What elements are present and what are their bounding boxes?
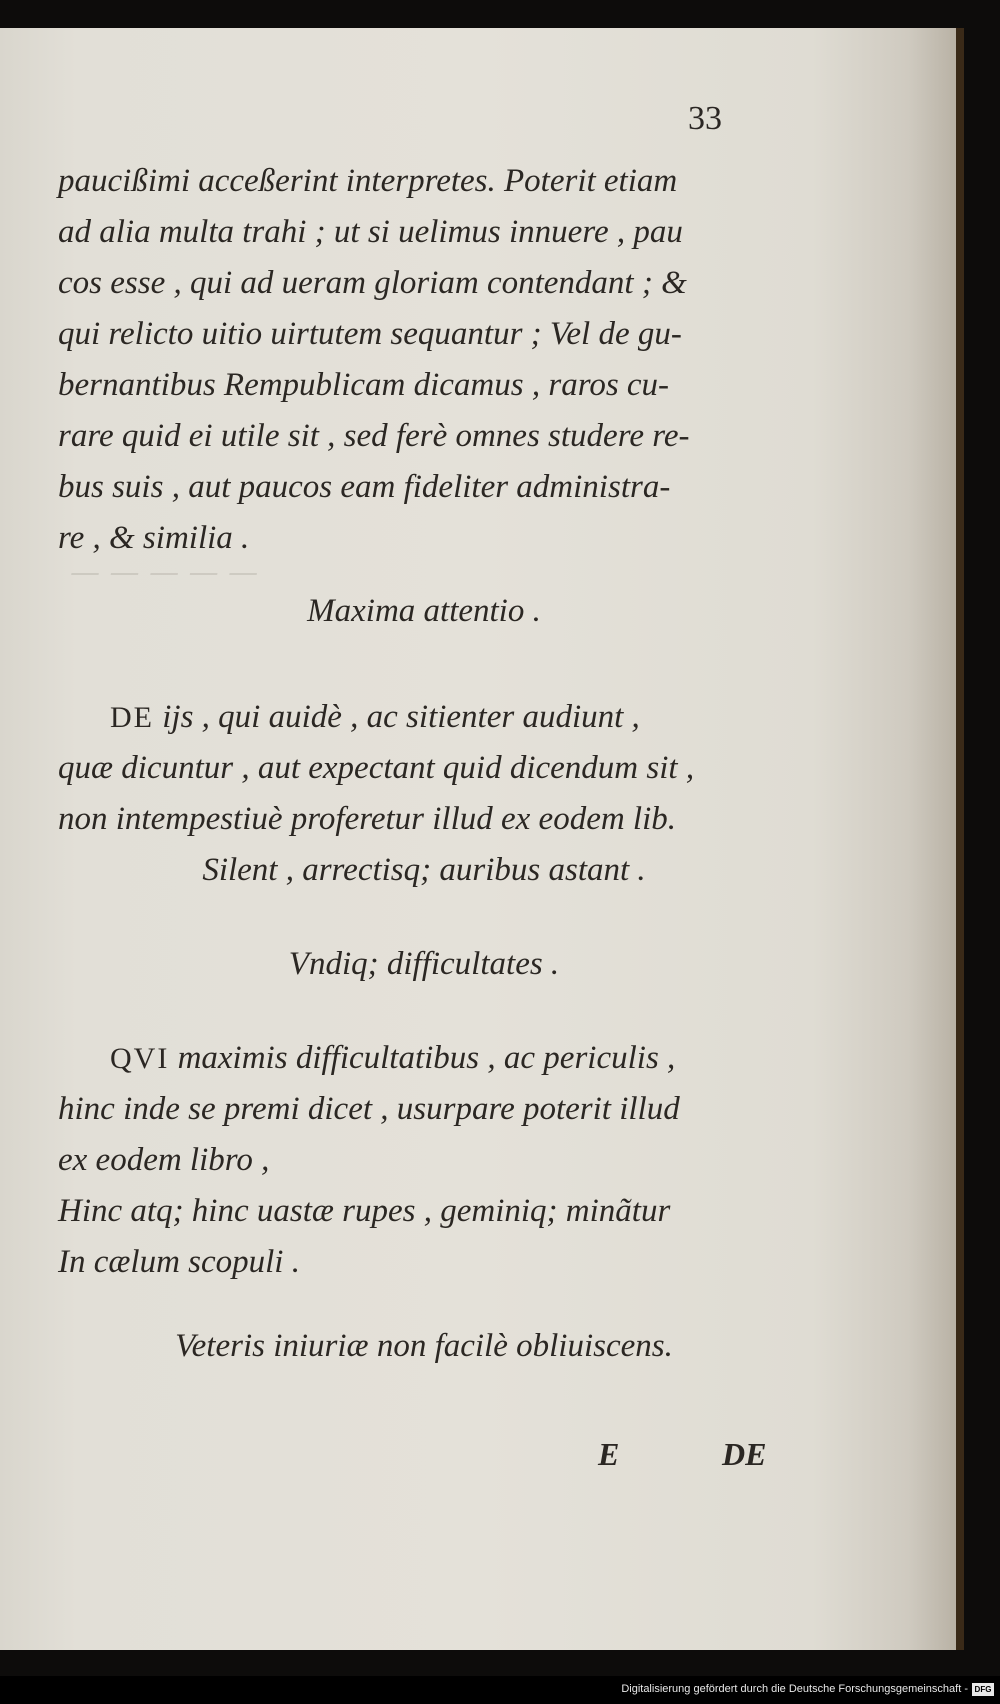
text-line: non intempestiuè proferetur illud ex eodem lib.: [58, 801, 677, 837]
bleed-through-text: — — — — —: [70, 555, 259, 590]
text-line: bernantibus Rempublicam dicamus , raros cu-: [58, 367, 670, 403]
book-page: [0, 28, 964, 1650]
text-line: cos esse , qui ad ueram gloriam contendant ; &: [58, 265, 687, 301]
verse-line: Hinc atq; hinc uastæ rupes , geminiq; minãtur: [58, 1193, 671, 1229]
funding-credit: Digitalisierung gefördert durch die Deutsche Forschungsgemeinschaft -: [621, 1683, 968, 1695]
page-number: 33: [688, 100, 722, 137]
signature-mark: E: [598, 1436, 620, 1472]
text-line: hinc inde se premi dicet , usurpare poterit illud: [58, 1091, 680, 1127]
text-line: rare quid ei utile sit , sed ferè omnes studere re-: [58, 418, 690, 454]
paragraph-2: [58, 692, 790, 896]
digitization-footer: [0, 1676, 1000, 1704]
text-line: ad alia multa trahi ; ut si uelimus innuere , pau: [58, 214, 683, 250]
section-heading-maxima-attentio: Maxima attentio .: [307, 593, 541, 629]
text-line: qui relicto uitio uirtutem sequantur ; Vel de gu-: [58, 316, 682, 352]
text-line: quæ dicuntur , aut expectant quid dicendum sit ,: [58, 750, 695, 786]
text-line: re , & similia .: [58, 520, 250, 556]
text-line-body: ijs , qui auidè , ac sitienter audiunt ,: [154, 699, 640, 735]
verse-quote: Silent , arrectisq; auribus astant .: [202, 852, 646, 888]
dfg-logo: DFG: [972, 1683, 994, 1696]
text-line: ex eodem libro ,: [58, 1142, 270, 1178]
paragraph-1: [58, 156, 790, 564]
paragraph-3: [58, 1033, 790, 1288]
verse-line: In cælum scopuli .: [58, 1244, 300, 1280]
text-line: bus suis , aut paucos eam fideliter administra-: [58, 469, 671, 505]
drop-initial: DE: [110, 701, 154, 734]
section-heading-veteris-iniuriae: Veteris iniuriæ non facilè obliuiscens.: [175, 1328, 673, 1364]
section-heading-undique-difficultates: Vndiq; difficultates .: [288, 946, 560, 982]
page-content: [0, 28, 956, 1650]
catchword: DE: [722, 1436, 767, 1472]
text-line: [58, 1033, 790, 1084]
drop-initial: QVI: [110, 1042, 170, 1075]
text-line: [58, 692, 790, 743]
text-line: paucißimi acceßerint interpretes. Poterit etiam: [58, 163, 678, 199]
text-line-body: maximis difficultatibus , ac periculis ,: [169, 1040, 676, 1076]
